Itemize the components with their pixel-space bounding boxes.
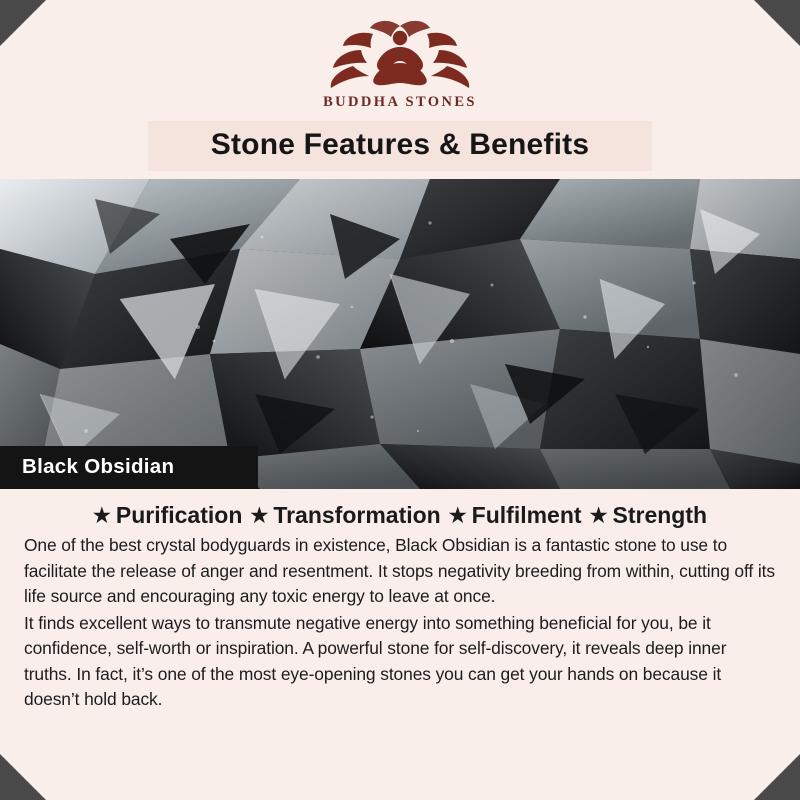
benefit-item (446, 502, 585, 529)
page-title: Stone Features & Benefits (210, 128, 590, 161)
brand-name: BUDDHA STONES (323, 94, 477, 110)
brand-header (0, 0, 800, 111)
body-paragraph: One of the best crystal bodyguards in existence, Black Obsidian is a fantastic stone to use to facilitate the release of anger and resentment. It stops negativity breeding from within, cutting off its life source and encouraging any toxic energy to leave at once. (24, 535, 775, 607)
star-icon: ★ (589, 504, 608, 527)
benefit-label: Transformation (273, 502, 441, 528)
corner-decoration-bottom-left (0, 754, 46, 800)
benefit-label: Strength (612, 502, 708, 528)
body-copy (0, 529, 800, 713)
corner-decoration-top-right (754, 0, 800, 46)
body-paragraph: It finds excellent ways to transmute negative energy into something beneficial for you, be it confidence, self-worth or inspiration. A powerful stone for self-discovery, it reveals deep inner truths. In fact, it’s one of the most eye-opening stones you can get your hands on because it doesn’t hold back. (24, 612, 727, 710)
corner-decoration-top-left (0, 0, 46, 46)
benefit-item (90, 502, 245, 529)
benefit-label: Purification (115, 502, 243, 528)
corner-decoration-bottom-right (754, 754, 800, 800)
benefit-item (247, 502, 443, 529)
benefit-label: Fulfilment (471, 502, 582, 528)
hero-image (0, 179, 800, 489)
hero-caption: Black Obsidian (0, 446, 258, 489)
lotus-meditating-buddha-icon (315, 14, 485, 92)
benefit-item (587, 502, 711, 529)
title-band (148, 121, 652, 171)
star-icon: ★ (448, 504, 467, 527)
benefits-row (0, 502, 800, 529)
star-icon: ★ (92, 504, 111, 527)
star-icon: ★ (250, 504, 269, 527)
black-obsidian-crystal-shards-photo (0, 179, 800, 489)
